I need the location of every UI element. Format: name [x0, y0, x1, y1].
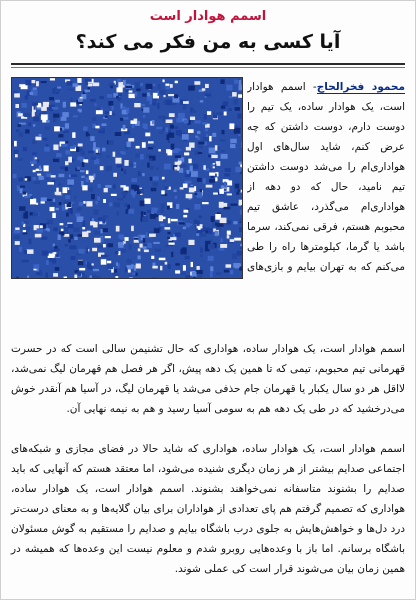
author-byline: محمود فخرالحاج	[316, 81, 405, 93]
paragraph-2: اسمم هوادار است، یک هوادار ساده، هواداری که حال تشنیمن سالی است که در حسرت قهرمانی تیم محبوبم، تیمی که تا همین یک دهه پیش، اگر هر فصل هم قهرمان لیگ نمی‌شد، لااقل هر دو سال یکبار یا قهرمان جام حذفی می‌شد یا قهرمان لیگ، در آسیا هم آنقدر خوش می‌درخشید که در طی یک دهه هم به سومی آسیا رسید و هم به نیمه نهایی آن.	[11, 343, 405, 415]
fans-crowd-photo	[11, 77, 243, 279]
headline-rule-thin	[11, 67, 405, 68]
byline-separator: -	[305, 81, 317, 93]
headline-rule	[11, 63, 405, 65]
article-kicker: اسمم هوادار است	[149, 9, 267, 24]
crowd-image	[12, 78, 242, 278]
lead-continuation	[11, 277, 405, 339]
lead-column	[247, 77, 405, 277]
paragraph-3: اسمم هوادار است، یک هوادار ساده، هواداری که شاید حالا در فضای مجازی و شبکه‌های اجتماعی صدایم بیشتر از هر زمان دیگری شنیده می‌شود، اما معتقد هستم که آنهایی که باید صدایم را بشنوند متاسفانه نمی‌خواهند بشنوند. اسمم هوادار است، یک هوادار ساده، هواداری که تصمیم گرفتم هم پای تعدادی از هواداران برای بیان گلایه‌ها و به معنای درست‌تر درد دل‌ها و خواهش‌هایش به جلوی درب باشگاه بیایم و صدایم را مستقیم به گوش مسئولان باشگاه برسانم. اما باز با وعده‌هایی روبرو شدم و معلوم نیست این وعده‌ها که همیشه در همین زمان بیان می‌شوند قرار است کی عملی شوند.	[11, 443, 405, 575]
article-headline: آیا کسی به من فکر می کند؟	[75, 31, 341, 53]
lead-paragraph: اسمم هوادار است، یک هوادار ساده، یک تیم را دوست دارم، دوست داشتن که چه عرض کنم، شاید سال‌های اول هواداری‌ام را می‌شد دوست داشتن تیم نامید، حال که دو دهه از هواداری‌ام می‌گذرد، عاشق تیم محبوبم هستم، فرقی نمی‌کند، سرما باشد یا گرما، کیلومترها راه را طی می‌کنم که به تهران بیایم و بازی‌های	[247, 81, 405, 273]
